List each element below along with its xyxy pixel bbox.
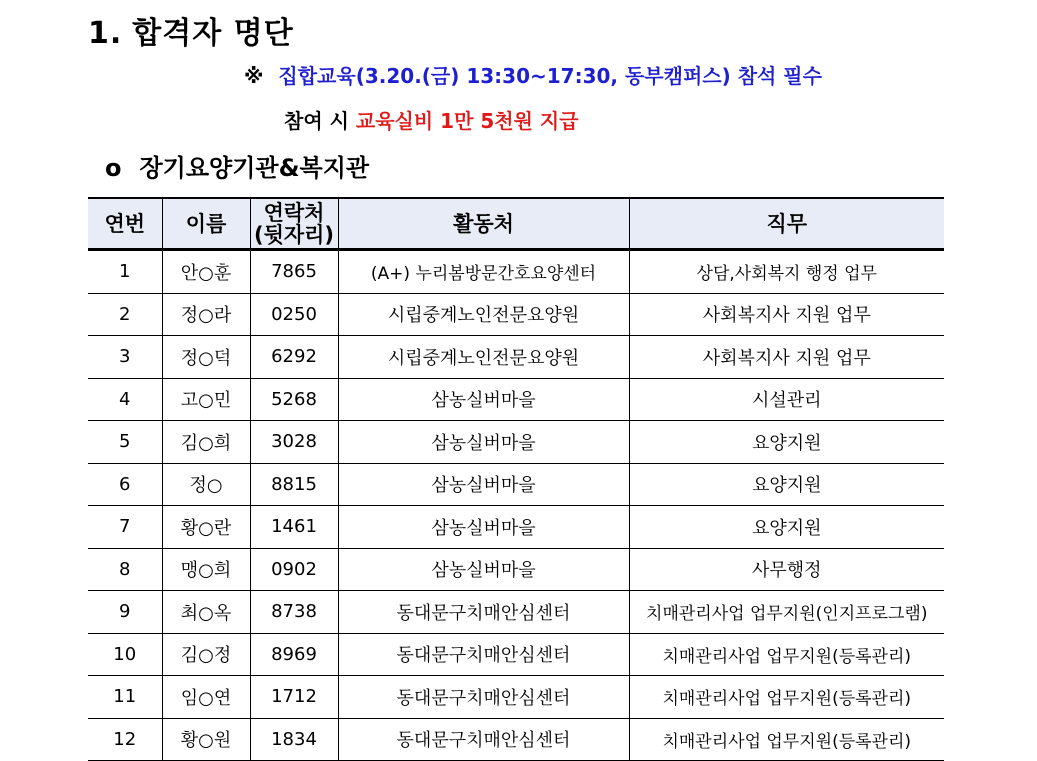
table-row (88, 463, 944, 506)
header-name: 이름 (162, 198, 250, 250)
cell-workplace: 시립중계노인전문요양원 (338, 293, 629, 336)
table-row (88, 421, 944, 464)
header-number: 연번 (88, 198, 162, 250)
cell-name: 황○원 (162, 718, 250, 761)
notice-line-2 (284, 105, 579, 134)
cell-duty: 사무행정 (629, 548, 944, 591)
reference-mark: ※ (244, 64, 264, 88)
cell-workplace: 시립중계노인전문요양원 (338, 336, 629, 379)
cell-duty: 치매관리사업 업무지원(등록관리) (629, 633, 944, 676)
table-row (88, 633, 944, 676)
cell-workplace: 동대문구치매안심센터 (338, 591, 629, 634)
notice-line-1 (244, 60, 822, 89)
cell-name: 황○란 (162, 506, 250, 549)
cell-workplace: 삼농실버마을 (338, 506, 629, 549)
cell-workplace: 동대문구치매안심센터 (338, 718, 629, 761)
cell-name: 정○덕 (162, 336, 250, 379)
cell-name: 정○ (162, 463, 250, 506)
header-workplace: 활동처 (338, 198, 629, 250)
section-title: 장기요양기관&복지관 (139, 154, 370, 182)
section-heading (105, 148, 369, 183)
page-title (88, 8, 304, 52)
cell-name: 고○민 (162, 378, 250, 421)
table-row (88, 378, 944, 421)
cell-number: 1 (88, 250, 162, 294)
notice-attendance-required: 참석 필수 (737, 64, 822, 88)
cell-workplace: 삼농실버마을 (338, 463, 629, 506)
table-row (88, 676, 944, 719)
cell-duty: 요양지원 (629, 421, 944, 464)
table-row (88, 548, 944, 591)
cell-name: 최○옥 (162, 591, 250, 634)
title-text: 합격자 명단 (132, 16, 294, 51)
cell-duty: 시설관리 (629, 378, 944, 421)
cell-number: 5 (88, 421, 162, 464)
cell-name: 임○연 (162, 676, 250, 719)
cell-duty: 요양지원 (629, 463, 944, 506)
cell-number: 4 (88, 378, 162, 421)
cell-contact: 8815 (250, 463, 338, 506)
table-row (88, 506, 944, 549)
cell-contact: 0902 (250, 548, 338, 591)
table-row (88, 293, 944, 336)
cell-workplace: 동대문구치매안심센터 (338, 676, 629, 719)
cell-workplace: 삼농실버마을 (338, 548, 629, 591)
cell-name: 김○정 (162, 633, 250, 676)
cell-contact: 8969 (250, 633, 338, 676)
cell-duty: 치매관리사업 업무지원(등록관리) (629, 718, 944, 761)
cell-name: 정○라 (162, 293, 250, 336)
cell-workplace: 삼농실버마을 (338, 378, 629, 421)
cell-name: 김○희 (162, 421, 250, 464)
cell-contact: 1461 (250, 506, 338, 549)
notice-participation: 참여 시 (284, 109, 349, 133)
table-row (88, 250, 944, 294)
notice-training-info: 집합교육(3.20.(금) 13:30~17:30, 동부캠퍼스) (278, 64, 731, 88)
cell-contact: 0250 (250, 293, 338, 336)
cell-number: 7 (88, 506, 162, 549)
table-row (88, 718, 944, 761)
cell-number: 2 (88, 293, 162, 336)
cell-workplace: (A+) 누리봄방문간호요양센터 (338, 250, 629, 294)
cell-contact: 8738 (250, 591, 338, 634)
title-number: 1. (88, 16, 123, 51)
table-header-row (88, 198, 944, 250)
roster-table (88, 197, 944, 761)
cell-number: 11 (88, 676, 162, 719)
header-duty: 직무 (629, 198, 944, 250)
cell-workplace: 삼농실버마을 (338, 421, 629, 464)
cell-number: 8 (88, 548, 162, 591)
header-contact: 연락처 (뒷자리) (250, 198, 338, 250)
cell-number: 9 (88, 591, 162, 634)
cell-number: 10 (88, 633, 162, 676)
table-row (88, 591, 944, 634)
cell-duty: 사회복지사 지원 업무 (629, 336, 944, 379)
cell-contact: 1712 (250, 676, 338, 719)
cell-contact: 7865 (250, 250, 338, 294)
cell-duty: 상담,사회복지 행정 업무 (629, 250, 944, 294)
cell-duty: 치매관리사업 업무지원(인지프로그램) (629, 591, 944, 634)
cell-number: 12 (88, 718, 162, 761)
cell-contact: 3028 (250, 421, 338, 464)
cell-number: 6 (88, 463, 162, 506)
notice-allowance: 교육실비 1만 5천원 지급 (355, 109, 579, 133)
table-body (88, 250, 944, 761)
cell-contact: 6292 (250, 336, 338, 379)
cell-number: 3 (88, 336, 162, 379)
table-row (88, 336, 944, 379)
cell-name: 안○훈 (162, 250, 250, 294)
cell-name: 맹○희 (162, 548, 250, 591)
cell-duty: 치매관리사업 업무지원(등록관리) (629, 676, 944, 719)
cell-duty: 요양지원 (629, 506, 944, 549)
cell-contact: 1834 (250, 718, 338, 761)
cell-duty: 사회복지사 지원 업무 (629, 293, 944, 336)
cell-contact: 5268 (250, 378, 338, 421)
cell-workplace: 동대문구치매안심센터 (338, 633, 629, 676)
bullet-icon: o (105, 154, 122, 182)
